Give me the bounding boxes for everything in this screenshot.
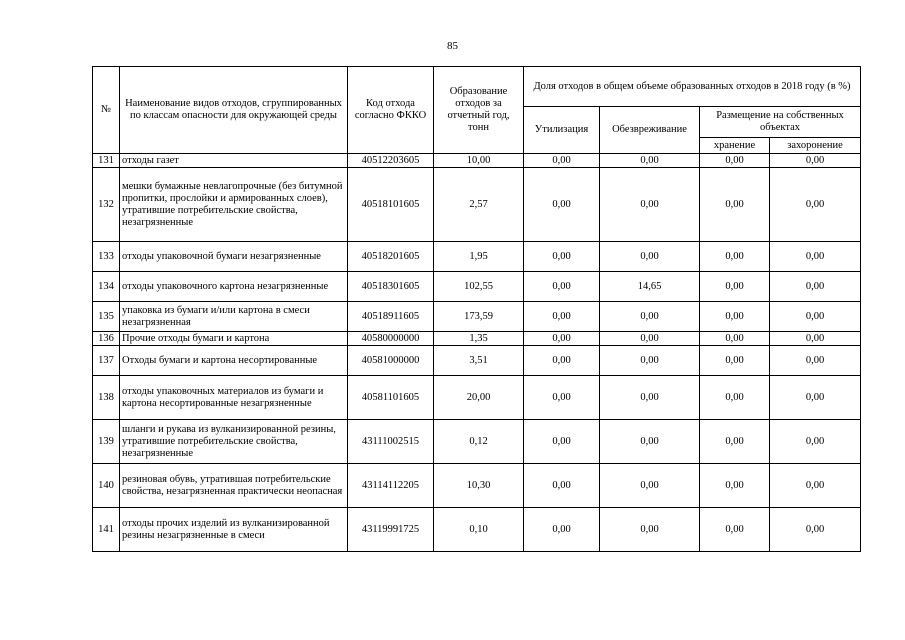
generated-tonnes: 1,95 — [434, 242, 524, 272]
header-utilization: Утилизация — [524, 107, 600, 154]
utilization-share: 0,00 — [524, 346, 600, 376]
waste-name: отходы упаковочных материалов из бумаги и картона несортированные незагрязненные — [120, 376, 348, 420]
generated-tonnes: 2,57 — [434, 168, 524, 242]
neutralization-share: 0,00 — [600, 464, 700, 508]
storage-share: 0,00 — [700, 508, 770, 552]
fkko-code: 40581101605 — [348, 376, 434, 420]
table-row — [93, 376, 861, 420]
storage-share: 0,00 — [700, 154, 770, 168]
page-number: 85 — [447, 40, 458, 52]
table-row — [93, 272, 861, 302]
storage-share: 0,00 — [700, 272, 770, 302]
burial-share: 0,00 — [770, 376, 861, 420]
fkko-code: 40518201605 — [348, 242, 434, 272]
utilization-share: 0,00 — [524, 272, 600, 302]
burial-share: 0,00 — [770, 272, 861, 302]
table-row — [93, 242, 861, 272]
row-number: 141 — [93, 508, 120, 552]
neutralization-share: 0,00 — [600, 420, 700, 464]
neutralization-share: 0,00 — [600, 346, 700, 376]
table-row — [93, 420, 861, 464]
neutralization-share: 0,00 — [600, 376, 700, 420]
row-number: 140 — [93, 464, 120, 508]
waste-table — [92, 66, 861, 552]
header-neutralization: Обезвреживание — [600, 107, 700, 154]
generated-tonnes: 0,10 — [434, 508, 524, 552]
fkko-code: 40518911605 — [348, 302, 434, 332]
table-row — [93, 508, 861, 552]
waste-name: Прочие отходы бумаги и картона — [120, 332, 348, 346]
utilization-share: 0,00 — [524, 302, 600, 332]
neutralization-share: 0,00 — [600, 242, 700, 272]
neutralization-share: 14,65 — [600, 272, 700, 302]
generated-tonnes: 10,00 — [434, 154, 524, 168]
generated-tonnes: 20,00 — [434, 376, 524, 420]
header-code: Код отхода согласно ФККО — [348, 67, 434, 154]
row-number: 132 — [93, 168, 120, 242]
utilization-share: 0,00 — [524, 420, 600, 464]
generated-tonnes: 102,55 — [434, 272, 524, 302]
storage-share: 0,00 — [700, 168, 770, 242]
storage-share: 0,00 — [700, 346, 770, 376]
waste-name: отходы упаковочного картона незагрязненные — [120, 272, 348, 302]
burial-share: 0,00 — [770, 420, 861, 464]
generated-tonnes: 3,51 — [434, 346, 524, 376]
waste-name: Отходы бумаги и картона несортированные — [120, 346, 348, 376]
table-row — [93, 154, 861, 168]
utilization-share: 0,00 — [524, 168, 600, 242]
row-number: 134 — [93, 272, 120, 302]
utilization-share: 0,00 — [524, 464, 600, 508]
header-name: Наименование видов отходов, сгруппированных по классам опасности для окружающей среды — [120, 67, 348, 154]
header-placement: Размещение на собственных объектах — [700, 107, 861, 138]
row-number: 136 — [93, 332, 120, 346]
burial-share: 0,00 — [770, 508, 861, 552]
table-row — [93, 464, 861, 508]
fkko-code: 43119991725 — [348, 508, 434, 552]
utilization-share: 0,00 — [524, 376, 600, 420]
fkko-code: 43111002515 — [348, 420, 434, 464]
fkko-code: 40518101605 — [348, 168, 434, 242]
waste-name: резиновая обувь, утратившая потребительские свойства, незагрязненная практически неопасная — [120, 464, 348, 508]
header-burial: захоронение — [770, 138, 861, 154]
storage-share: 0,00 — [700, 420, 770, 464]
row-number: 131 — [93, 154, 120, 168]
generated-tonnes: 0,12 — [434, 420, 524, 464]
fkko-code: 43114112205 — [348, 464, 434, 508]
storage-share: 0,00 — [700, 464, 770, 508]
generated-tonnes: 173,59 — [434, 302, 524, 332]
burial-share: 0,00 — [770, 346, 861, 376]
storage-share: 0,00 — [700, 376, 770, 420]
row-number: 133 — [93, 242, 120, 272]
burial-share: 0,00 — [770, 332, 861, 346]
waste-name: шланги и рукава из вулканизированной резины, утратившие потребительские свойства, незагрязненные — [120, 420, 348, 464]
fkko-code: 40580000000 — [348, 332, 434, 346]
burial-share: 0,00 — [770, 464, 861, 508]
header-share: Доля отходов в общем объеме образованных отходов в 2018 году (в %) — [524, 67, 861, 107]
utilization-share: 0,00 — [524, 154, 600, 168]
waste-name: упаковка из бумаги и/или картона в смеси незагрязненная — [120, 302, 348, 332]
waste-name: отходы прочих изделий из вулканизированной резины незагрязненные в смеси — [120, 508, 348, 552]
fkko-code: 40518301605 — [348, 272, 434, 302]
burial-share: 0,00 — [770, 168, 861, 242]
burial-share: 0,00 — [770, 302, 861, 332]
table-row — [93, 302, 861, 332]
row-number: 138 — [93, 376, 120, 420]
waste-name: отходы газет — [120, 154, 348, 168]
waste-name: отходы упаковочной бумаги незагрязненные — [120, 242, 348, 272]
utilization-share: 0,00 — [524, 508, 600, 552]
header-storage: хранение — [700, 138, 770, 154]
header-generated: Образование отходов за отчетный год, тонн — [434, 67, 524, 154]
table-row — [93, 346, 861, 376]
neutralization-share: 0,00 — [600, 508, 700, 552]
neutralization-share: 0,00 — [600, 302, 700, 332]
neutralization-share: 0,00 — [600, 332, 700, 346]
table-header — [93, 67, 861, 154]
table-row — [93, 168, 861, 242]
utilization-share: 0,00 — [524, 332, 600, 346]
table-row — [93, 332, 861, 346]
burial-share: 0,00 — [770, 242, 861, 272]
generated-tonnes: 1,35 — [434, 332, 524, 346]
burial-share: 0,00 — [770, 154, 861, 168]
row-number: 137 — [93, 346, 120, 376]
storage-share: 0,00 — [700, 242, 770, 272]
waste-name: мешки бумажные невлагопрочные (без битумной пропитки, прослойки и армированных слоев), утратившие потребительские свойства, незагрязненные — [120, 168, 348, 242]
generated-tonnes: 10,30 — [434, 464, 524, 508]
neutralization-share: 0,00 — [600, 154, 700, 168]
utilization-share: 0,00 — [524, 242, 600, 272]
neutralization-share: 0,00 — [600, 168, 700, 242]
fkko-code: 40512203605 — [348, 154, 434, 168]
row-number: 135 — [93, 302, 120, 332]
header-num: № — [93, 67, 120, 154]
table-body — [93, 154, 861, 552]
storage-share: 0,00 — [700, 302, 770, 332]
fkko-code: 40581000000 — [348, 346, 434, 376]
row-number: 139 — [93, 420, 120, 464]
storage-share: 0,00 — [700, 332, 770, 346]
